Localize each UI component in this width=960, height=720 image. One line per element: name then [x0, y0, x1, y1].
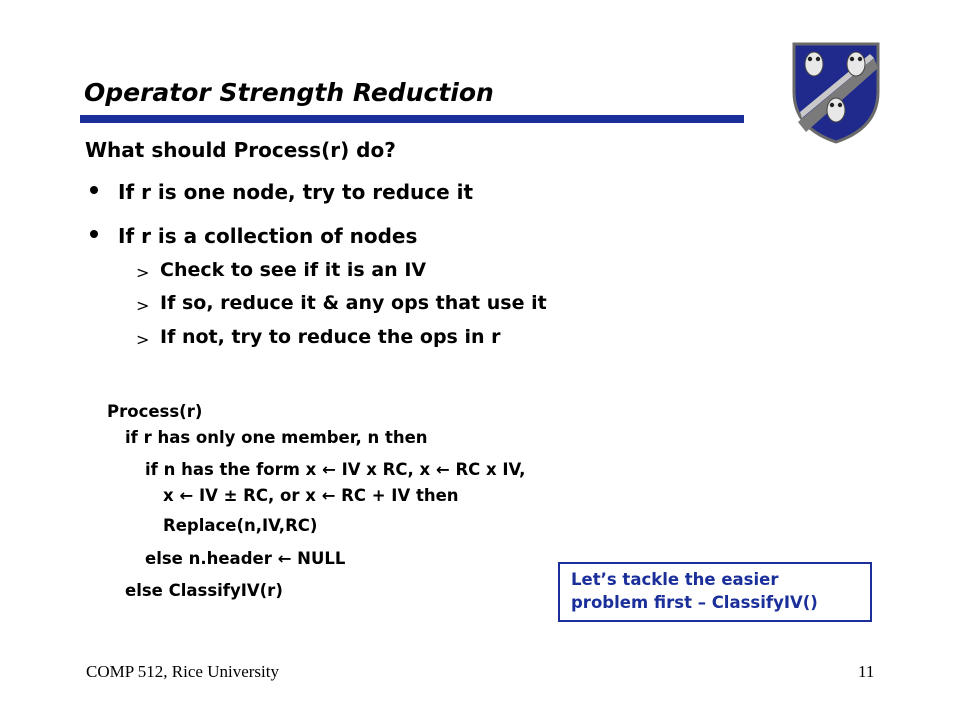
sub-bullet-reduce-ops: If so, reduce it & any ops that use it	[160, 292, 547, 314]
code-line-form-test: if n has the form x ← IV x RC, x ← RC x IV,	[145, 460, 526, 479]
code-line-replace: Replace(n,IV,RC)	[163, 516, 318, 535]
title-underline	[80, 115, 744, 123]
code-line-else-classify: else ClassifyIV(r)	[125, 581, 283, 600]
lead-question: What should Process(r) do?	[85, 138, 396, 162]
bullet-dot-1	[90, 186, 98, 194]
bullet-dot-2	[90, 230, 98, 238]
sub-bullet-not-iv: If not, try to reduce the ops in r	[160, 326, 501, 348]
footer-page-number: 11	[858, 662, 875, 681]
callout-line-1: Let’s tackle the easier	[571, 570, 779, 589]
callout-box	[558, 562, 872, 622]
bullet-one-node: If r is one node, try to reduce it	[118, 180, 474, 204]
code-line-else-header: else n.header ← NULL	[145, 549, 346, 568]
sub-bullet-marker-3: >	[136, 330, 150, 349]
bullet-collection: If r is a collection of nodes	[118, 224, 418, 248]
code-line-if-one-member: if r has only one member, n then	[125, 428, 428, 447]
rice-owl-shield-icon	[790, 40, 882, 146]
sub-bullet-check-iv: Check to see if it is an IV	[160, 259, 427, 281]
code-line-process: Process(r)	[107, 402, 203, 421]
callout-line-2: problem first – ClassifyIV()	[571, 593, 818, 612]
slide-title: Operator Strength Reduction	[84, 78, 494, 107]
sub-bullet-marker-2: >	[136, 296, 150, 315]
sub-bullet-marker-1: >	[136, 263, 150, 282]
code-line-form-test-cont: x ← IV ± RC, or x ← RC + IV then	[163, 486, 459, 505]
footer-course: COMP 512, Rice University	[86, 662, 279, 681]
